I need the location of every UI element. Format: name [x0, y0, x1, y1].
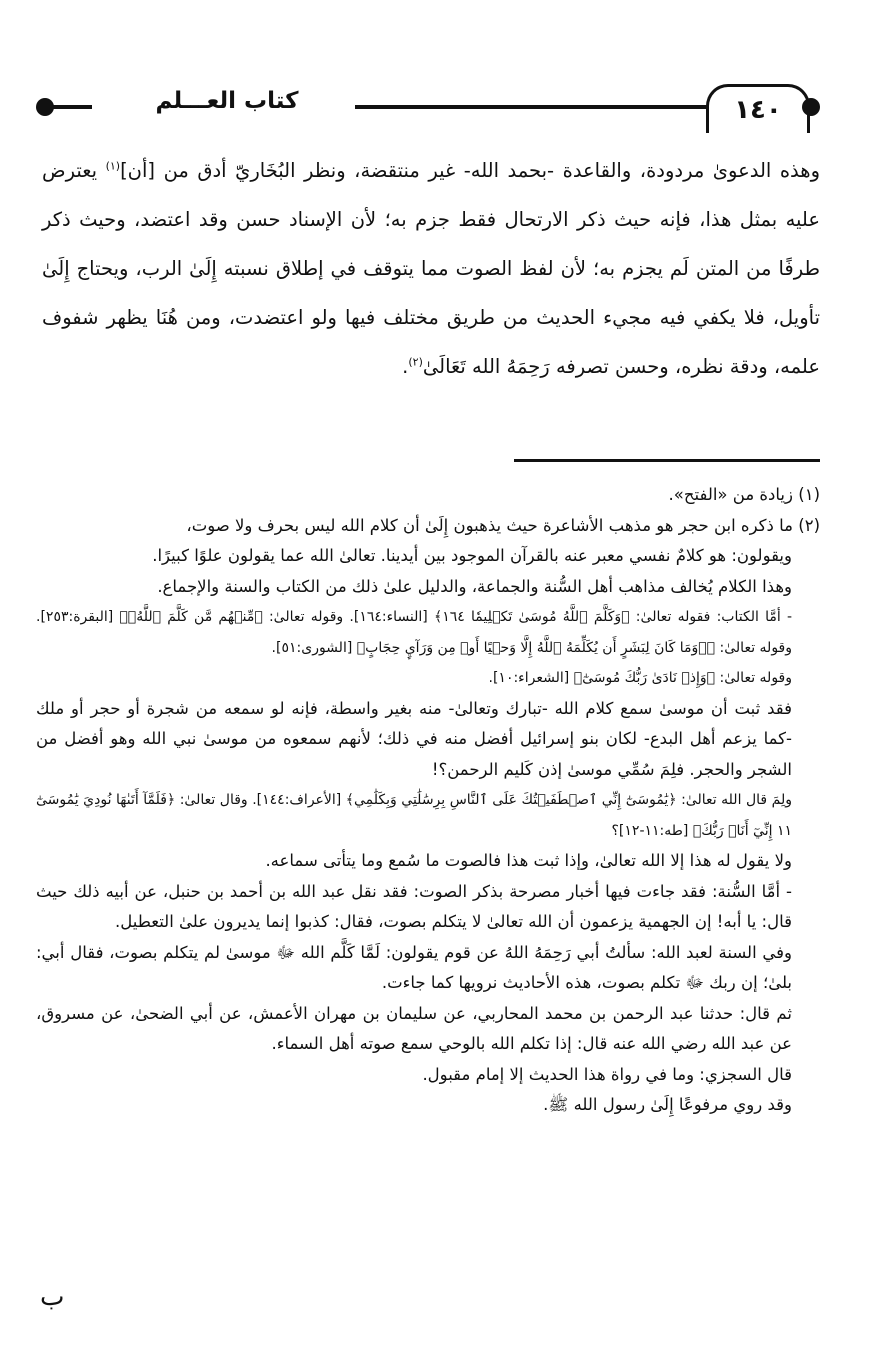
- footnote-separator: [514, 459, 820, 462]
- footnote-2-line: وقد روي مرفوعًا إِلَىٰ رسول الله ﷺ.: [543, 1095, 792, 1114]
- footnote-2-line: (٢) ما ذكره ابن حجر هو مذهب الأشاعرة حيث يذهبون إِلَىٰ أن كلام الله ليس بحرف ولا صوت،: [186, 515, 820, 535]
- main-line: رَحِمَهُ الله تَعَالَىٰ: [422, 355, 550, 378]
- main-line: مختلف فيها ولو اعتضدت، ومن هُنَا يظهر شفوف علمه، ودقة نظره، وحسن تصرفه: [42, 306, 820, 378]
- footnote-ref: (٢): [408, 355, 423, 369]
- footnote-2-line: ويقولون: هو كلامٌ نفسي معبر عنه بالقرآن الموجود بين أيدينا. تعالىٰ الله عما يقولون علوًا كبيرًا.: [152, 546, 792, 565]
- main-line: وقد اعتضد، وحيث ذكر طرفًا من المتن لَم يجزم به؛ لأن لفظ الصوت مما يتوقف في: [42, 208, 821, 280]
- book-title: كتاب العـــلم: [155, 88, 299, 114]
- main-line: وهذه الدعوىٰ مردودة، والقاعدة -بحمد الله- غير منتقضة، ونظر البُخَاريّ أدق من: [163, 159, 820, 182]
- main-paragraph: وهذه الدعوىٰ مردودة، والقاعدة -بحمد الله- غير منتقضة، ونظر البُخَاريّ أدق من [أن]$^{(١)}$ يعترض عليه بمثل هذا، فإنه حيث ذكر الارتحال فقط جزم به؛ لأن الإسناد حسن وقد اعتضد، وحيث ذكر طرفًا من المتن لَم يجزم به؛ لأن لفظ الصوت مما يتوقف في إطلاق نسبته إِلَىٰ الرب، ويحتاج إِلَىٰ تأويل، فلا يكفي فيه مجيء الحديث من طريق مختلف فيها ولو اعتضدت، ومن هُنَا يظهر شفوف علمه، ودقة نظره، وحسن تصرفه رَحِمَهُ الله تَعَالَىٰ$^{(٢)}$.: [42, 159, 821, 378]
- footnote-2-line: وفي السنة لعبد الله: سألتُ أبي رَحِمَهُ اللهُ عن قوم يقولون: لَمَّا كَلَّم الله ﷻ موسىٰ لم يتكلم بصوت، فقال أبي: بلىٰ؛ إن ربك ﷻ تكلم بصوت، هذه الأحاديث نرويها كما جاءت.: [36, 942, 792, 992]
- main-line: إطلاق نسبته إِلَىٰ الرب، ويحتاج إِلَىٰ تأويل، فلا يكفي فيه مجيء الحديث من طريق: [42, 257, 820, 329]
- main-line: [أن]: [120, 159, 156, 182]
- header-rule-left: [52, 105, 92, 109]
- header-rule-right: [355, 105, 735, 109]
- footnote-2-line: فقد ثبت أن موسىٰ سمع كلام الله -تبارك وتعالىٰ- منه بغير واسطة، فإنه لو سمعه من شجرة أو حجر أو ملك -كما يزعم أهل البدع- لكان بنو إسرائيل أفضل منه في ذلك؛ لأنهم سمعوه من موسىٰ نبي الله وهو أفضل من الشجر والحجر. فلِمَ سُمِّي موسىٰ إذن كَليم الرحمن؟!: [36, 698, 792, 779]
- header-dot-left: [36, 98, 54, 116]
- main-line: يعترض عليه بمثل هذا، فإنه حيث ذكر الارتحال فقط جزم به؛ لأن الإسناد حسن: [42, 159, 820, 231]
- signature-mark: ب: [40, 1282, 65, 1312]
- footnote-1: (١) زيادة من «الفتح».: [668, 485, 820, 504]
- footnote-2-line: ثم قال: حدثنا عبد الرحمن بن محمد المحاربي، عن سليمان بن مهران الأعمش، عن أبي الضحىٰ، عن مسروق، عن عبد الله رضي الله عنه قال: إذا تكلم الله بالوحي سمع صوته أهل السماء.: [36, 1003, 792, 1053]
- footnote-2-line: ولا يقول له هذا إلا الله تعالىٰ، وإذا ثبت هذا فالصوت ما سُمع وما يتأتى سماعه.: [265, 851, 792, 870]
- footnote-2-line: وهذا الكلام يُخالف مذاهب أهل السُّنة والجماعة، والدليل علىٰ ذلك من الكتاب والسنة والإجماع.: [157, 576, 792, 596]
- footnote-2-line: - أمَّا الكتاب: فقوله تعالىٰ: ﴿وَكَلَّمَ ٱللَّهُ مُوسَىٰ تَكۡلِيمٗا ١٦٤﴾ [النساء:١٦٤]. وقوله تعالىٰ: ﴿مِّنۡهُم مَّن كَلَّمَ ٱللَّهُۖ﴾ [البقرة:٢٥٣]. وقوله تعالىٰ: ﴿۞وَمَا كَانَ لِبَشَرٍ أَن يُكَلِّمَهُ ٱللَّهُ إِلَّا وَحۡيًا أَوۡ مِن وَرَآيِٕ حِجَابٍ﴾ [الشورى:٥١].: [36, 609, 792, 656]
- footnotes: [36, 480, 820, 1121]
- page-number: ١٤٠: [734, 95, 782, 125]
- main-text: [42, 146, 820, 391]
- footnote-2-line: ولِمَ قال الله تعالىٰ: ﴿يَٰمُوسَىٰٓ إِنِّي ٱصۡطَفَيۡتُكَ عَلَى ٱلنَّاسِ بِرِسَٰلَٰتِي وَبِكَلَٰمِي﴾ [الأعراف:١٤٤]. وقال تعالىٰ: ﴿فَلَمَّآ أَتَىٰهَا نُودِيَ يَٰمُوسَىٰٓ ١١ إِنِّيٓ أَنَا۠ رَبُّكَ﴾ [طه:١١-١٢]؟: [36, 792, 792, 839]
- header-dot-right: [802, 98, 820, 116]
- footnote-2-line: قال السجزي: وما في رواة هذا الحديث إلا إمام مقبول.: [422, 1064, 792, 1084]
- page-header: [30, 78, 830, 140]
- footnote-2-line: وقوله تعالىٰ: ﴿وَإِذۡ نَادَىٰ رَبُّكَ مُوسَىٰٓ﴾ [الشعراء:١٠].: [488, 670, 792, 686]
- footnote-2-line: - أمَّا السُّنة: فقد جاءت فيها أخبار مصرحة بذكر الصوت: فقد نقل عبد الله بن أحمد بن حنبل، عن أبيه ذلك حيث قال: يا أبه! إن الجهمية يزعمون أن الله تعالىٰ لا يتكلم بصوت، فقال: كذبوا إنما يديرون علىٰ التعطيل.: [36, 881, 792, 931]
- page-number-frame: [706, 84, 810, 133]
- footnote-ref: (١): [105, 159, 121, 173]
